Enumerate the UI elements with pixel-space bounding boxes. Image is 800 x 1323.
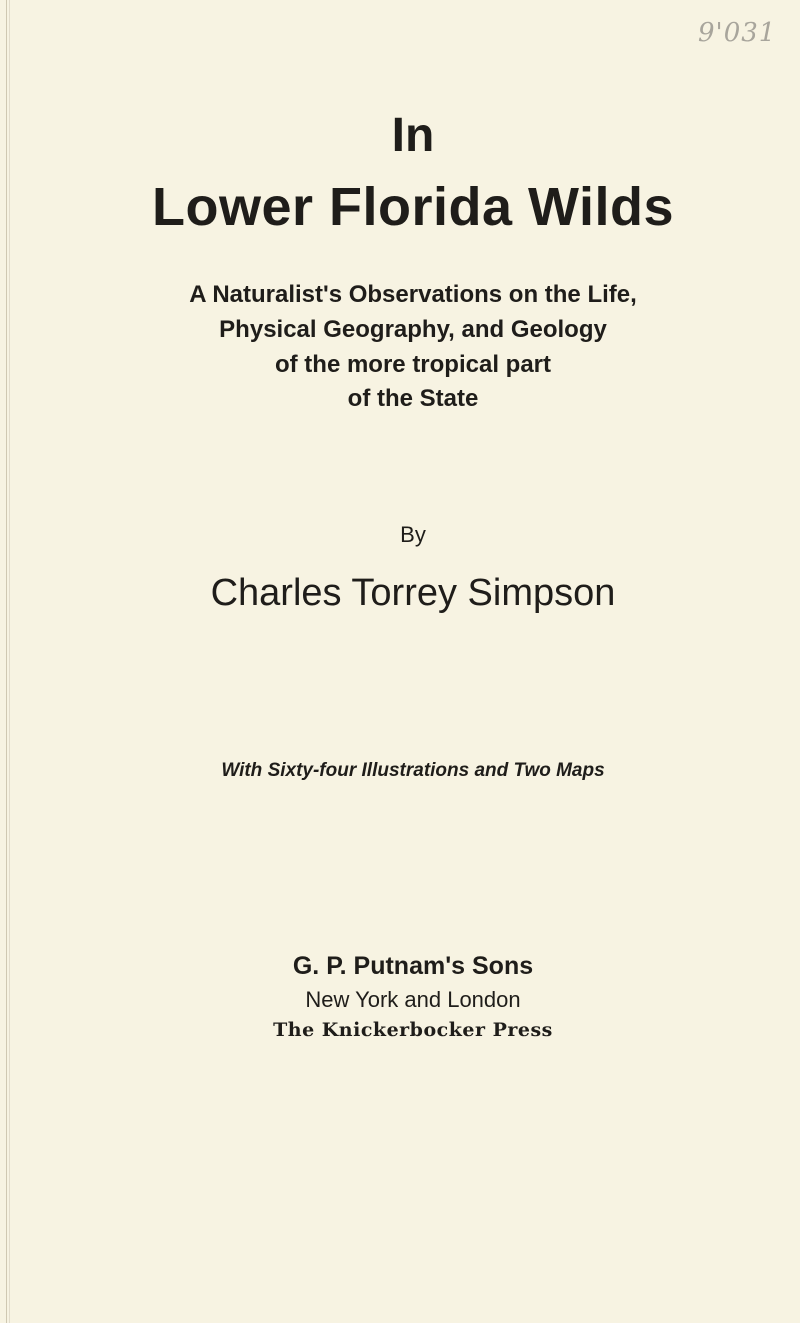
library-call-mark: 9'031	[698, 18, 777, 48]
author-name: Charles Torrey Simpson	[210, 572, 616, 614]
publisher-place: New York and London	[305, 987, 521, 1012]
illustrations-note: With Sixty-four Illustrations and Two Maps	[221, 760, 605, 781]
subtitle-line-3: of the more tropical part	[274, 351, 552, 378]
subtitle-line-1: A Naturalist's Observations on the Life,	[189, 281, 637, 308]
subtitle-line-4: of the State	[347, 385, 479, 412]
byline-by: By	[400, 522, 426, 547]
publisher-imprint: The Knickerbocker Press	[273, 1019, 553, 1041]
title-prefix: In	[391, 109, 435, 162]
subtitle-line-2: Physical Geography, and Geology	[219, 316, 607, 343]
publisher-name: G. P. Putnam's Sons	[292, 952, 534, 980]
book-title: Lower Florida Wilds	[151, 177, 675, 237]
